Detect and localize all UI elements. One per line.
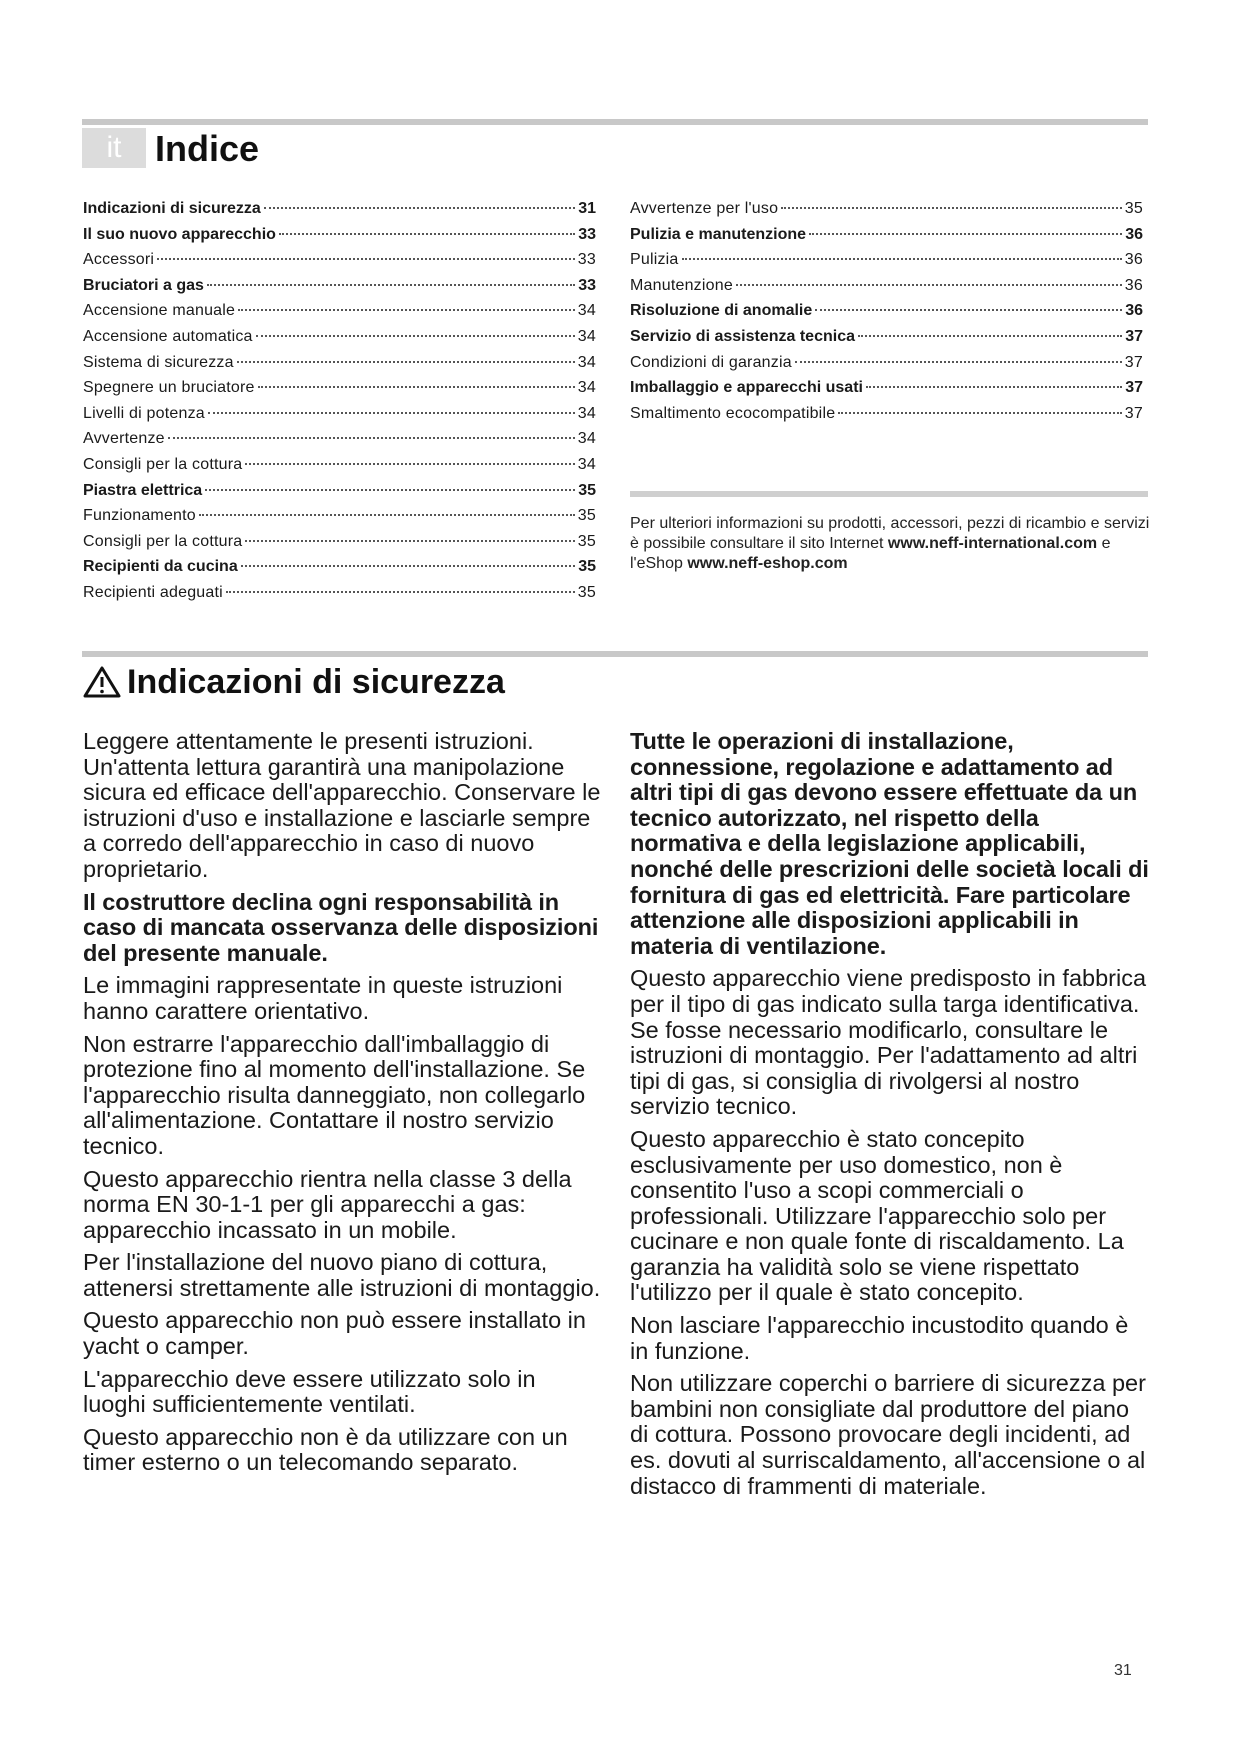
toc-entry[interactable]	[630, 222, 1143, 248]
toc-entry-label: Consigli per la cottura	[83, 532, 243, 550]
toc-entry-label: Recipienti da cucina	[83, 558, 238, 576]
info-text: Per ulteriori informazioni su prodotti, accessori, pezzi di ricambio e servizi è possibile consultare il sito Internet	[630, 515, 1150, 552]
toc-leader-dots	[264, 207, 575, 209]
toc-entry-label: Accensione automatica	[83, 327, 253, 345]
toc-entry[interactable]	[83, 529, 596, 555]
safety-paragraph: Questo apparecchio rientra nella classe 3 della norma EN 30-1-1 per gli apparecchi a gas: apparecchio incassato in un mobile.	[83, 1165, 572, 1243]
toc-entry[interactable]	[83, 426, 596, 452]
toc-entry-page: 37	[1125, 379, 1143, 397]
safety-heading	[83, 660, 505, 704]
toc-leader-dots	[157, 258, 575, 260]
safety-paragraph: L'apparecchio deve essere utilizzato solo in luoghi sufficientemente ventilati.	[83, 1365, 536, 1418]
toc-leader-dots	[858, 335, 1122, 337]
toc-entry-label: Imballaggio e apparecchi usati	[630, 379, 863, 397]
toc-entry-label: Accessori	[83, 251, 155, 269]
toc-entry-page: 36	[1124, 276, 1143, 294]
toc-entry[interactable]	[630, 196, 1143, 222]
info-divider	[630, 491, 1148, 497]
toc-entry-label: Avvertenze per l'uso	[630, 200, 779, 217]
toc-entry[interactable]	[630, 247, 1143, 273]
toc-leader-dots	[815, 309, 1122, 311]
toc-entry-page: 35	[577, 532, 596, 550]
toc-entry[interactable]	[630, 324, 1143, 350]
toc-entry-label: Accensione manuale	[83, 302, 236, 320]
toc-entry-page: 34	[577, 327, 596, 345]
toc-entry[interactable]	[83, 222, 596, 248]
safety-paragraph: Tutte le operazioni di installazione, connessione, regolazione e adattamento ad altri tipi di gas devono essere effettuate da un tecnico autorizzato, nel rispetto della normativa e della legislazione applicabili, nonché delle prescrizioni delle società locali di fornitura di gas ed elettricità. Fare particolare attenzione alle disposizioni applicabili in materia di ventilazione.	[630, 728, 1149, 959]
toc-leader-dots	[208, 412, 575, 414]
eshop-link[interactable]: www.neff-eshop.com	[687, 555, 848, 572]
toc-entry-label: Servizio di assistenza tecnica	[630, 327, 855, 345]
toc-leader-dots	[226, 591, 575, 593]
toc-entry-label: Livelli di potenza	[83, 404, 205, 422]
safety-heading-text: Indicazioni di sicurezza	[127, 662, 505, 701]
toc-leader-dots	[245, 540, 574, 542]
toc-entry[interactable]	[83, 452, 596, 478]
warning-icon	[83, 665, 121, 699]
toc-leader-dots	[279, 233, 575, 235]
toc-entry-label: Sistema di sicurezza	[83, 353, 234, 371]
toc-entry-label: Manutenzione	[630, 276, 733, 294]
toc-leader-dots	[168, 437, 575, 439]
toc-leader-dots	[205, 489, 575, 491]
toc-entry[interactable]	[630, 375, 1143, 401]
safety-paragraph: Questo apparecchio non può essere installato in yacht o camper.	[83, 1307, 586, 1360]
toc-entry-label: Smaltimento ecocompatibile	[630, 404, 836, 422]
toc-entry-page: 31	[578, 200, 596, 217]
toc-entry-label: Pulizia e manutenzione	[630, 225, 807, 243]
safety-paragraph: Non estrarre l'apparecchio dall'imballaggio di protezione fino al momento dell'installazione. Se l'apparecchio risulta danneggiato, non collegarlo all'alimentazione. Contattare il nostro servizio tecnico.	[83, 1030, 586, 1159]
toc-entry-label: Piastra elettrica	[83, 481, 203, 499]
safety-left-column	[83, 729, 603, 1483]
toc-entry-page: 33	[578, 276, 596, 294]
toc-entry[interactable]	[83, 478, 596, 504]
toc-entry[interactable]	[83, 273, 596, 299]
toc-entry[interactable]	[83, 503, 596, 529]
safety-paragraph: Non utilizzare coperchi o barriere di sicurezza per bambini non consigliate dal produttore del piano di cottura. Possono provocare degli incidenti, ad es. dovuti al surriscaldamento, all'accensione o al distacco di frammenti di materiale.	[630, 1370, 1146, 1499]
toc-entry-page: 34	[577, 379, 596, 397]
toc-entry-label: Avvertenze	[83, 430, 165, 448]
safety-paragraph: Questo apparecchio non è da utilizzare con un timer esterno o un telecomando separato.	[83, 1423, 568, 1476]
toc-entry-label: Indicazioni di sicurezza	[83, 200, 261, 217]
safety-paragraph: Questo apparecchio viene predisposto in fabbrica per il tipo di gas indicato sulla targa identificativa. Se fosse necessario modificarlo, consultare le istruzioni di montaggio. Per l'adattamento ad altri tipi di gas, si consiglia di rivolgersi al nostro servizio tecnico.	[630, 965, 1147, 1120]
toc-leader-dots	[241, 565, 575, 567]
toc-entry-label: Bruciatori a gas	[83, 276, 204, 294]
toc-leader-dots	[781, 207, 1122, 209]
toc-entry-label: Consigli per la cottura	[83, 455, 243, 473]
toc-entry-page: 34	[577, 430, 596, 448]
toc-leader-dots	[866, 386, 1122, 388]
toc-entry[interactable]	[83, 401, 596, 427]
toc-entry[interactable]	[83, 554, 596, 580]
toc-entry-page: 36	[1125, 225, 1143, 243]
toc-entry-label: Spegnere un bruciatore	[83, 379, 255, 397]
toc-entry[interactable]	[630, 298, 1143, 324]
toc-leader-dots	[736, 284, 1122, 286]
toc-leader-dots	[238, 309, 575, 311]
toc-leader-dots	[838, 412, 1122, 414]
toc-leader-dots	[258, 386, 575, 388]
toc-entry-page: 35	[1124, 200, 1143, 217]
website-link[interactable]: www.neff-international.com	[887, 535, 1098, 552]
toc-left-column	[83, 196, 596, 606]
toc-entry-label: Recipienti adeguati	[83, 583, 223, 601]
section-divider	[82, 651, 1148, 657]
toc-entry[interactable]	[83, 580, 596, 606]
safety-paragraph: Non lasciare l'apparecchio incustodito quando è in funzione.	[630, 1312, 1129, 1364]
toc-entry-page: 34	[577, 455, 596, 473]
toc-entry[interactable]	[630, 401, 1143, 427]
toc-right-column	[630, 196, 1143, 426]
toc-leader-dots	[256, 335, 575, 337]
toc-entry-page: 37	[1125, 327, 1143, 345]
toc-entry-page: 36	[1124, 251, 1143, 269]
toc-entry-label: Condizioni di garanzia	[630, 353, 792, 371]
safety-paragraph: Le immagini rappresentate in queste istruzioni hanno carattere orientativo.	[83, 972, 563, 1024]
toc-entry-label: Risoluzione di anomalie	[630, 302, 813, 320]
toc-entry-label: Pulizia	[630, 251, 679, 269]
info-block	[630, 514, 1150, 574]
toc-entry-page: 35	[577, 507, 596, 525]
toc-entry[interactable]	[630, 350, 1143, 376]
toc-entry-page: 35	[578, 481, 596, 499]
toc-entry-page: 37	[1124, 404, 1143, 422]
toc-leader-dots	[245, 463, 574, 465]
toc-entry-page: 33	[577, 251, 596, 269]
toc-entry-label: Il suo nuovo apparecchio	[83, 225, 276, 243]
toc-entry-page: 34	[577, 404, 596, 422]
toc-entry[interactable]	[83, 324, 596, 350]
toc-entry-page: 34	[577, 302, 596, 320]
toc-entry-label: Funzionamento	[83, 507, 196, 525]
toc-entry-page: 34	[577, 353, 596, 371]
safety-paragraph: Leggere attentamente le presenti istruzioni. Un'attenta lettura garantirà una manipolazione sicura ed efficace dell'apparecchio. Conservare le istruzioni d'uso e installazione e lasciarle sempre a corredo dell'apparecchio in caso di nuovo proprietario.	[83, 728, 601, 882]
toc-entry[interactable]	[83, 247, 596, 273]
toc-leader-dots	[199, 514, 575, 516]
toc-leader-dots	[237, 361, 575, 363]
toc-leader-dots	[795, 361, 1122, 363]
safety-paragraph: Il costruttore declina ogni responsabilità in caso di mancata osservanza delle disposizioni del presente manuale.	[83, 888, 599, 966]
index-title: Indice	[155, 128, 260, 169]
toc-entry-page: 35	[577, 583, 596, 601]
page-number: 31	[1114, 1662, 1132, 1679]
safety-paragraph: Per l'installazione del nuovo piano di cottura, attenersi strettamente alle istruzioni di montaggio.	[83, 1249, 601, 1301]
toc-leader-dots	[682, 258, 1122, 260]
toc-entry[interactable]	[83, 375, 596, 401]
toc-entry[interactable]	[630, 273, 1143, 299]
toc-entry-page: 37	[1124, 353, 1143, 371]
toc-leader-dots	[809, 233, 1122, 235]
language-tag: it	[82, 128, 146, 168]
toc-entry[interactable]	[83, 298, 596, 324]
toc-entry-page: 35	[578, 558, 596, 576]
toc-leader-dots	[207, 284, 575, 286]
toc-entry-page: 33	[578, 225, 596, 243]
safety-right-column	[630, 729, 1150, 1506]
top-divider	[82, 119, 1148, 125]
eshop-text: e l'eShop	[630, 535, 1111, 572]
toc-entry-page: 36	[1125, 302, 1143, 320]
toc-entry[interactable]	[83, 350, 596, 376]
toc-entry[interactable]	[83, 196, 596, 222]
safety-paragraph: Questo apparecchio è stato concepito esclusivamente per uso domestico, non è consentito l'uso a scopi commerciali o professionali. Utilizzare l'apparecchio solo per cucinare e non quale fonte di riscaldamento. La garanzia ha validità solo se viene rispettato l'utilizzo per il quale è stato concepito.	[630, 1125, 1124, 1306]
